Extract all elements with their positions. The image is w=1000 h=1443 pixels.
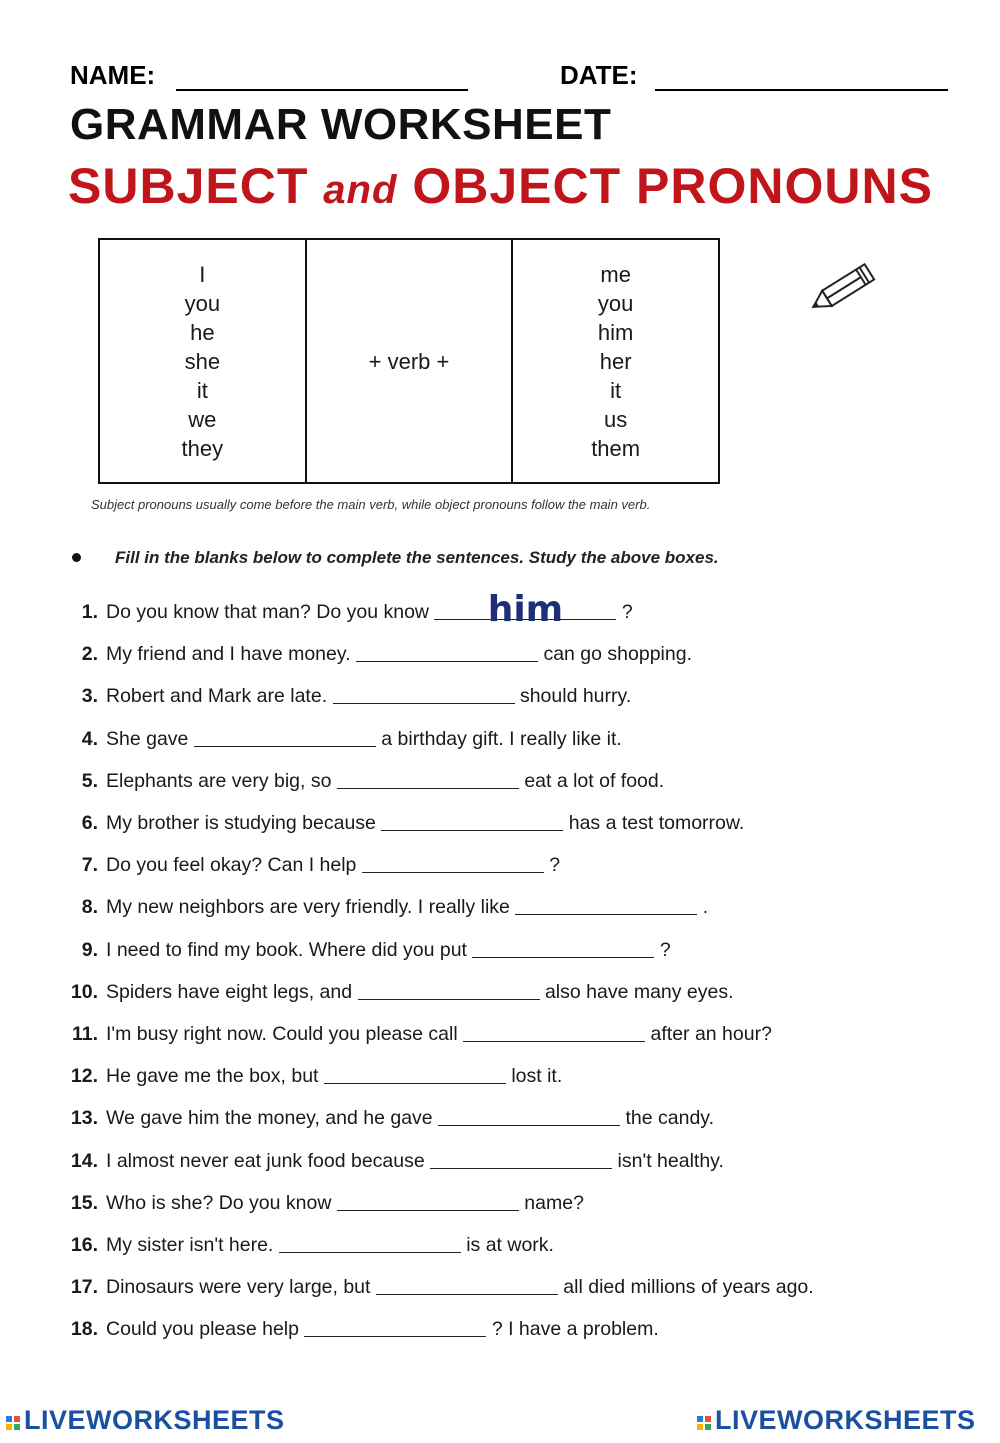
bullet-icon	[72, 553, 81, 562]
pronoun-item: they	[181, 435, 224, 461]
question-text-after: ? I have a problem.	[491, 1318, 659, 1341]
answer-text: him	[487, 589, 564, 630]
question-text-before: She gave	[106, 727, 189, 750]
answer-blank[interactable]	[434, 589, 616, 630]
pronoun-item: you	[597, 290, 634, 316]
answer-blank[interactable]	[337, 1190, 519, 1211]
question-text-after: also have many eyes.	[544, 980, 734, 1003]
question-text-after: lost it.	[511, 1065, 563, 1088]
question-row	[62, 1272, 814, 1302]
question-number: 17.	[70, 1276, 98, 1299]
question-text-after: isn't healthy.	[617, 1149, 724, 1172]
question-text-before: My friend and I have money.	[106, 643, 351, 666]
question-text-after: ?	[549, 854, 561, 877]
pronoun-item: them	[591, 435, 641, 461]
question-number: 7.	[81, 854, 98, 877]
question-number: 3.	[81, 685, 98, 708]
question-number: 4.	[81, 727, 98, 750]
question-number: 1.	[81, 601, 98, 623]
answer-blank[interactable]	[515, 894, 697, 915]
object-pronoun-cell	[512, 239, 719, 483]
answer-blank[interactable]	[279, 1232, 461, 1253]
question-text-before: Do you feel okay? Can I help	[106, 854, 357, 877]
pronoun-item: you	[184, 290, 221, 316]
brand-right-text: LIVEWORKSHEETS	[715, 1405, 976, 1435]
answer-blank[interactable]	[463, 1021, 645, 1042]
question-row	[62, 681, 631, 711]
answer-blank[interactable]	[333, 683, 515, 704]
question-text-after: after an hour?	[650, 1023, 772, 1045]
answer-blank[interactable]	[356, 641, 538, 662]
pronoun-item: me	[600, 261, 631, 287]
subject-pronoun-cell	[99, 239, 306, 483]
question-text-before: My brother is studying because	[106, 812, 376, 834]
brand-left-text: LIVEWORKSHEETS	[24, 1405, 285, 1435]
question-row	[62, 1019, 772, 1049]
worksheet-title: GRAMMAR WORKSHEET	[70, 100, 612, 149]
answer-blank[interactable]	[304, 1316, 486, 1337]
question-number: 11.	[71, 1023, 98, 1045]
question-text-before: My sister isn't here.	[106, 1234, 274, 1256]
question-text-before: Dinosaurs were very large, but	[106, 1276, 371, 1299]
question-text-after: a birthday gift. I really like it.	[381, 727, 622, 750]
name-label: NAME:	[70, 60, 156, 90]
pronoun-item: us	[604, 406, 628, 432]
question-number: 2.	[81, 643, 98, 666]
brand-left	[6, 1405, 285, 1436]
question-text-before: Do you know that man? Do you know	[106, 601, 430, 623]
question-row	[62, 1103, 714, 1133]
question-row	[62, 589, 633, 630]
question-text-before: Could you please help	[106, 1318, 299, 1341]
question-row	[62, 766, 664, 796]
worksheet-subtitle	[68, 157, 933, 215]
question-text-before: Elephants are very big, so	[106, 769, 332, 792]
question-row	[62, 808, 744, 838]
question-number: 12.	[70, 1065, 98, 1088]
name-field[interactable]	[176, 89, 468, 91]
answer-blank[interactable]	[358, 979, 540, 1000]
liveworksheets-logo-icon	[6, 1416, 20, 1430]
question-row	[62, 639, 692, 669]
subject-pronoun-list	[100, 260, 305, 463]
pronoun-item: her	[599, 348, 632, 374]
question-number: 10.	[70, 980, 98, 1003]
answer-blank[interactable]	[337, 768, 519, 789]
liveworksheets-logo-icon	[697, 1416, 711, 1430]
question-text-after: .	[702, 896, 709, 919]
answer-blank[interactable]	[472, 937, 654, 958]
answer-blank[interactable]	[324, 1063, 506, 1084]
question-number: 6.	[81, 812, 98, 834]
question-row	[62, 892, 708, 922]
answer-blank[interactable]	[376, 1274, 558, 1295]
question-row	[62, 1188, 584, 1218]
question-row	[62, 1314, 659, 1344]
question-text-after: can go shopping.	[543, 643, 692, 666]
instruction: Fill in the blanks below to complete the sentences. Study the above boxes.	[115, 548, 719, 567]
answer-blank[interactable]	[194, 726, 376, 747]
question-number: 16.	[70, 1234, 98, 1256]
question-number: 15.	[70, 1191, 98, 1214]
question-text-after: name?	[524, 1191, 584, 1214]
pencil-icon	[802, 255, 892, 320]
pronoun-item: we	[188, 406, 217, 432]
question-number: 5.	[81, 769, 98, 792]
question-text-before: I'm busy right now. Could you please call	[106, 1023, 458, 1045]
question-text-before: We gave him the money, and he gave	[106, 1107, 433, 1130]
question-text-before: My new neighbors are very friendly. I really like	[106, 896, 510, 919]
question-text-after: has a test tomorrow.	[568, 812, 745, 834]
date-field[interactable]	[655, 89, 948, 91]
question-number: 13.	[70, 1107, 98, 1130]
pronoun-item: he	[190, 319, 215, 345]
question-text-after: is at work.	[466, 1234, 554, 1256]
object-pronoun-list	[513, 260, 718, 463]
pronoun-table	[98, 238, 720, 484]
question-text-after: should hurry.	[519, 685, 632, 708]
pronoun-item: him	[597, 319, 634, 345]
question-row	[62, 1146, 724, 1176]
subtitle-subject: SUBJECT	[68, 158, 309, 214]
pronoun-item: she	[184, 348, 221, 374]
answer-blank[interactable]	[381, 810, 563, 831]
question-row	[62, 1230, 554, 1260]
pronoun-item: it	[196, 377, 208, 403]
question-number: 9.	[81, 938, 98, 961]
question-text-after: ?	[659, 938, 671, 961]
pronoun-item: I	[199, 261, 206, 287]
question-text-before: I need to find my book. Where did you put	[106, 938, 467, 961]
question-text-after: ?	[621, 601, 633, 623]
answer-blank[interactable]	[362, 852, 544, 873]
question-row	[62, 1061, 562, 1091]
pronoun-item: it	[610, 377, 622, 403]
question-text-before: Who is she? Do you know	[106, 1191, 332, 1214]
question-text-before: I almost never eat junk food because	[106, 1149, 425, 1172]
subtitle-object: OBJECT PRONOUNS	[412, 158, 933, 214]
grammar-note: Subject pronouns usually come before the main verb, while object pronouns follow the main verb.	[91, 497, 651, 512]
question-row	[62, 977, 734, 1007]
question-text-before: He gave me the box, but	[106, 1065, 319, 1088]
question-text-before: Robert and Mark are late.	[106, 685, 328, 708]
question-number: 14.	[70, 1149, 98, 1172]
answer-blank[interactable]	[430, 1148, 612, 1169]
brand-right	[697, 1405, 976, 1436]
verb-cell: + verb +	[306, 239, 513, 483]
question-text-before: Spiders have eight legs, and	[106, 980, 353, 1003]
question-row	[62, 724, 622, 754]
question-number: 18.	[70, 1318, 98, 1341]
date-label: DATE:	[560, 60, 638, 90]
question-text-after: the candy.	[625, 1107, 715, 1130]
question-number: 8.	[81, 896, 98, 919]
answer-blank[interactable]	[438, 1105, 620, 1126]
question-text-after: eat a lot of food.	[524, 769, 665, 792]
question-row	[62, 850, 560, 880]
question-text-after: all died millions of years ago.	[563, 1276, 814, 1299]
subtitle-and: and	[323, 168, 398, 212]
question-row	[62, 935, 671, 965]
